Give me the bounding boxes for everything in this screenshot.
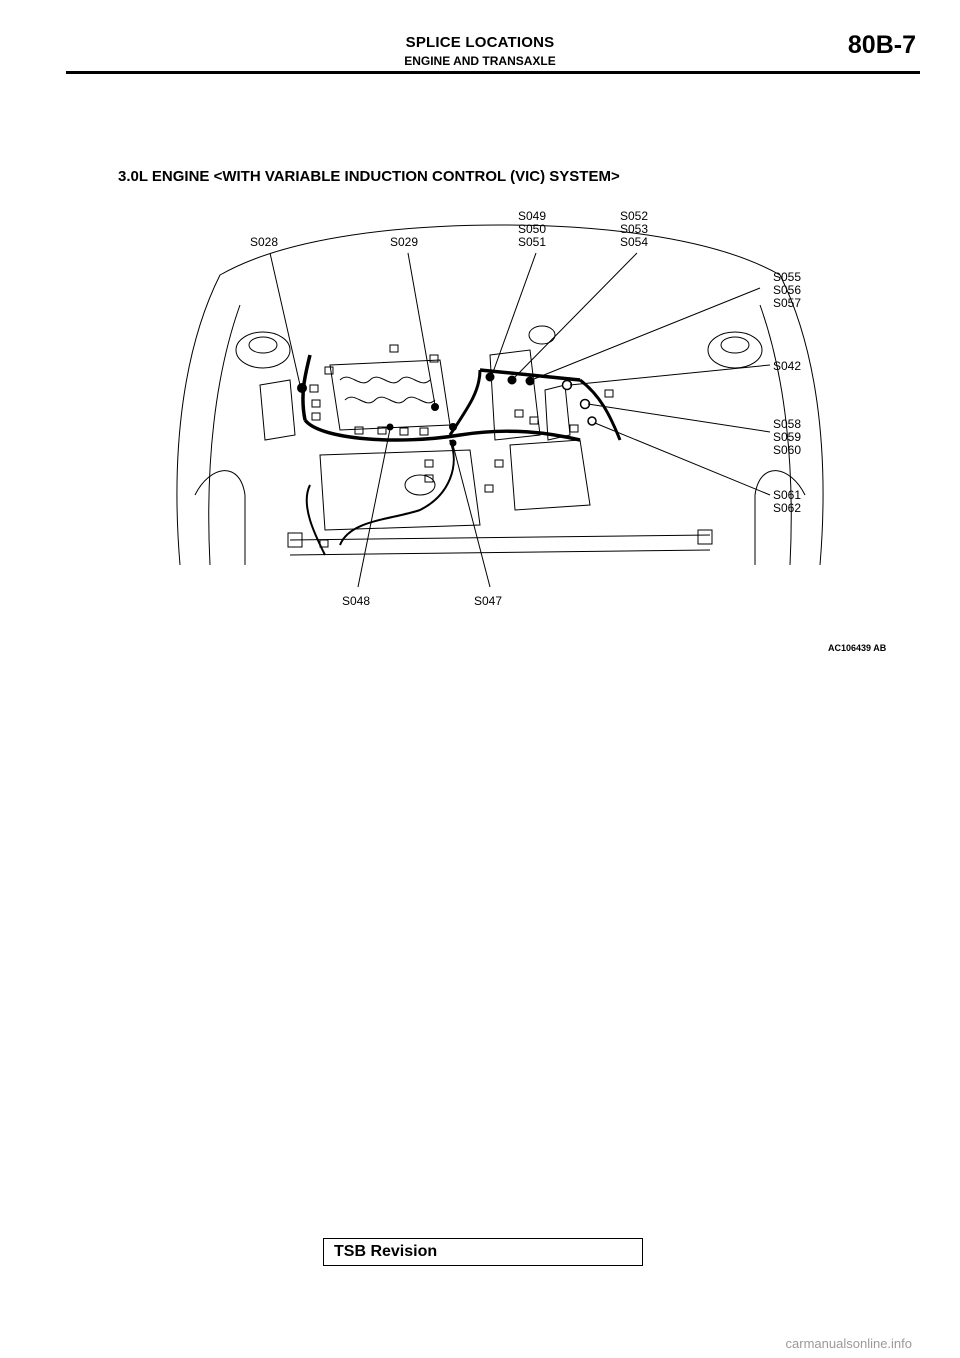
label-s055-s057 bbox=[773, 271, 801, 310]
label-s056: S056 bbox=[773, 283, 802, 297]
header-rule bbox=[66, 71, 920, 74]
label-s052: S052 bbox=[620, 209, 649, 223]
page-title: SPLICE LOCATIONS bbox=[405, 34, 555, 51]
label-s028: S028 bbox=[250, 235, 279, 249]
page-subtitle: ENGINE AND TRANSAXLE bbox=[404, 54, 556, 68]
label-s062: S062 bbox=[773, 501, 802, 515]
label-s049: S049 bbox=[518, 209, 547, 223]
label-s048: S048 bbox=[342, 594, 371, 608]
label-s049-s051 bbox=[518, 210, 546, 249]
label-s047: S047 bbox=[474, 594, 503, 608]
label-s060: S060 bbox=[773, 443, 802, 457]
label-s057: S057 bbox=[773, 296, 802, 310]
label-s061-s062 bbox=[773, 489, 801, 515]
label-s055: S055 bbox=[773, 270, 802, 284]
page-number: 80B-7 bbox=[847, 31, 916, 59]
label-s051: S051 bbox=[518, 235, 547, 249]
label-s054: S054 bbox=[620, 235, 649, 249]
engine-diagram bbox=[150, 195, 850, 615]
label-s061: S061 bbox=[773, 488, 802, 502]
label-s059: S059 bbox=[773, 430, 802, 444]
label-s042: S042 bbox=[773, 359, 802, 373]
figure-code: AC106439 AB bbox=[828, 643, 887, 653]
label-s053: S053 bbox=[620, 222, 649, 236]
label-s050: S050 bbox=[518, 222, 547, 236]
engine-drawing bbox=[150, 195, 850, 615]
footer-watermark: carmanualsonline.info bbox=[785, 1336, 912, 1351]
tsb-revision-box: TSB Revision bbox=[323, 1238, 643, 1266]
section-title: 3.0L ENGINE <WITH VARIABLE INDUCTION CONTROL (VIC) SYSTEM> bbox=[118, 168, 620, 185]
label-s058-s060 bbox=[773, 418, 801, 457]
label-s052-s054 bbox=[620, 210, 648, 249]
label-s029: S029 bbox=[390, 235, 419, 249]
label-s058: S058 bbox=[773, 417, 802, 431]
